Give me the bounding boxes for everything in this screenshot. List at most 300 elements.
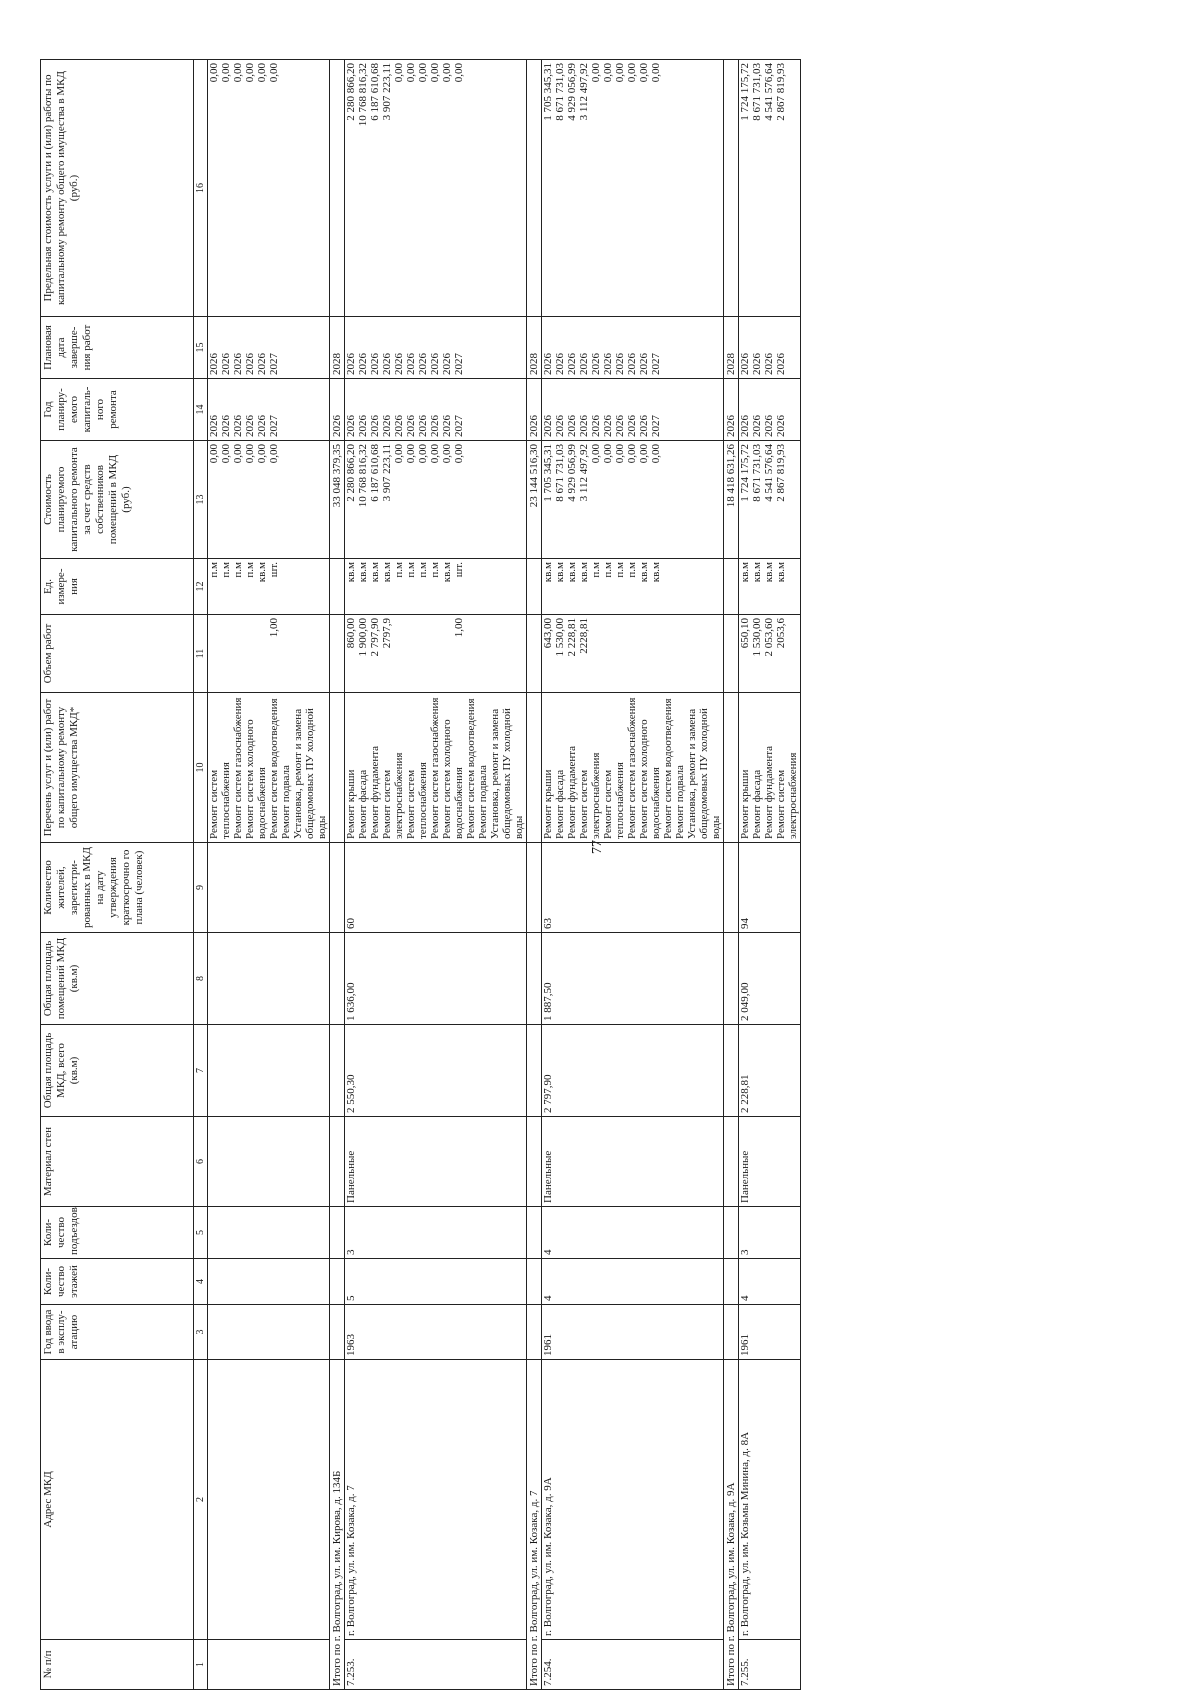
work-cost: 0,00 [614,444,626,464]
work-volume [256,618,268,689]
total-end: 2028 [527,317,542,379]
work-limit: 0,00 [590,63,602,83]
work-volume: 650,10 [739,618,751,649]
empty-cell [724,843,739,933]
work-limit: 0,00 [208,63,220,83]
work-end: 2027 [268,353,280,375]
work-end: 2026 [590,353,602,375]
work-year-cell [542,379,724,441]
total-year: 2026 [724,379,739,441]
work-end: 2026 [220,353,232,375]
work-end-cell [739,317,801,379]
work-end: 2026 [775,353,787,375]
residents: 94 [739,843,801,933]
wall-material: Панельные [739,1117,801,1207]
work-end: 2027 [453,353,465,375]
work-year: 2026 [369,415,381,437]
total-year: 2026 [330,379,345,441]
empty-cell [208,1207,330,1259]
empty-cell [330,933,345,1025]
work-unit: п.м [393,562,405,578]
work-unit: п.м [614,562,626,578]
work-cost: 0,00 [602,444,614,464]
work-limit-cell [739,60,801,317]
work-year: 2026 [345,415,357,437]
column-header: Стоимость планируемого капитального ремонта за счет средств собственников помещений в МКД (руб.) [41,441,194,559]
empty-cell [208,1305,330,1360]
work-cost: 0,00 [429,444,441,464]
work-end: 2026 [393,353,405,375]
empty-cell [330,1259,345,1305]
work-unit-cell [345,559,527,615]
work-cost: 0,00 [650,444,662,464]
work-cost: 0,00 [256,444,268,464]
work-end: 2026 [626,353,638,375]
work-end: 2026 [357,353,369,375]
work-limit-cell [542,60,724,317]
work-volume [208,618,220,689]
work-volume: 1,00 [268,618,280,638]
work-volume-cell [208,615,330,693]
work-year: 2026 [208,415,220,437]
empty-cell [208,1259,330,1305]
work-cost: 0,00 [208,444,220,464]
work-cost: 0,00 [590,444,602,464]
work-cost: 0,00 [453,444,465,464]
work-volume [650,618,662,689]
area-total: 2 228,81 [739,1025,801,1117]
work-work: Ремонт крыши [345,769,357,839]
work-limit: 10 768 816,32 [357,63,369,127]
work-limit-cell [345,60,527,317]
work-end: 2026 [614,353,626,375]
work-limit: 0,00 [638,63,650,83]
empty-cell [724,615,739,693]
work-year: 2027 [268,415,280,437]
work-year-cell [208,379,330,441]
work-work: Ремонт систем газоснабжения [429,697,441,839]
work-limit: 3 907 223,11 [381,63,393,121]
building-row [345,60,527,1690]
work-work: Ремонт подвала [477,765,489,839]
work-work: Ремонт подвала [674,765,686,839]
work-limit: 4 929 056,99 [566,63,578,121]
work-work: Ремонт фундамента [566,745,578,839]
work-unit: кв.м [256,562,268,583]
work-unit: п.м [220,562,232,578]
header-row [41,60,194,1690]
work-limit: 0,00 [602,63,614,83]
work-year: 2026 [763,415,775,437]
work-work: Установка, ремонт и замена общедомовых ПУ холодной воды [292,708,328,839]
work-work: Ремонт систем теплоснабжения [405,762,429,839]
column-number: 10 [194,693,208,843]
floors: 5 [345,1259,527,1305]
work-end: 2026 [638,353,650,375]
empty-cell [330,559,345,615]
work-year: 2026 [429,415,441,437]
work-year: 2026 [256,415,268,437]
column-header: Год планиру-емого капиталь-ного ремонта [41,379,194,441]
empty-cell [208,1360,330,1640]
work-year: 2026 [357,415,369,437]
work-cost: 6 187 610,68 [369,444,381,502]
work-work: Ремонт систем электроснабжения [775,752,799,839]
work-work-cell [345,693,527,843]
column-number: 13 [194,441,208,559]
work-year: 2026 [441,415,453,437]
work-end: 2026 [429,353,441,375]
work-cost-cell [345,441,527,559]
work-cost: 2 280 866,20 [345,444,357,502]
work-limit: 0,00 [256,63,268,83]
column-header: Перечень услуг и (или) работ по капитальному ремонту общего имущества МКД* [41,693,194,843]
work-work: Ремонт систем теплоснабжения [208,762,232,839]
empty-cell [724,1259,739,1305]
work-unit: кв.м [542,562,554,583]
work-cost: 0,00 [220,444,232,464]
work-end-cell [208,317,330,379]
row-number: 7.254. [542,1640,724,1690]
area-total: 2 797,90 [542,1025,724,1117]
total-end: 2028 [330,317,345,379]
work-work: Ремонт крыши [739,769,751,839]
empty-cell [208,843,330,933]
empty-cell [208,1640,330,1690]
entrances: 3 [345,1207,527,1259]
work-unit: п.м [208,562,220,578]
work-end: 2026 [602,353,614,375]
work-cost: 0,00 [638,444,650,464]
column-number: 11 [194,615,208,693]
work-year: 2026 [566,415,578,437]
work-unit: кв.м [441,562,453,583]
work-limit: 0,00 [244,63,256,83]
work-cost: 0,00 [393,444,405,464]
floors: 4 [739,1259,801,1305]
year-built: 1961 [739,1305,801,1360]
work-cost: 0,00 [405,444,417,464]
column-number: 9 [194,843,208,933]
work-cost-cell [208,441,330,559]
work-cost: 2 867 819,93 [775,444,787,502]
work-year: 2026 [626,415,638,437]
work-cost: 1 724 175,72 [739,444,751,502]
work-limit-cell [208,60,330,317]
work-year: 2026 [614,415,626,437]
work-volume [429,618,441,689]
column-number: 12 [194,559,208,615]
work-cost: 8 671 731,03 [554,444,566,502]
empty-cell [724,1117,739,1207]
work-cost: 10 768 816,32 [357,444,369,508]
work-unit-cell [542,559,724,615]
column-header: Ед. измере-ния [41,559,194,615]
column-number: 6 [194,1117,208,1207]
work-volume: 2 797,90 [369,618,381,657]
work-end: 2026 [405,353,417,375]
column-number: 5 [194,1207,208,1259]
work-unit: кв.м [650,562,662,583]
work-limit: 0,00 [650,63,662,83]
empty-cell [330,693,345,843]
work-volume: 860,00 [345,618,357,649]
work-cost: 3 112 497,92 [578,444,590,502]
work-year: 2026 [739,415,751,437]
work-year: 2026 [602,415,614,437]
row-number: 7.255. [739,1640,801,1690]
work-unit: кв.м [763,562,775,583]
repair-plan-sheet [40,60,1180,1690]
work-work: Ремонт систем электроснабжения [381,752,405,839]
work-limit: 2 280 866,20 [345,63,357,121]
work-unit: кв.м [345,562,357,583]
work-limit: 2 867 819,93 [775,63,787,121]
work-end: 2026 [256,353,268,375]
work-work: Установка, ремонт и замена общедомовых ПУ холодной воды [686,708,722,839]
work-work: Ремонт фасада [751,769,763,839]
work-cost: 3 907 223,11 [381,444,393,502]
work-limit: 0,00 [232,63,244,83]
work-volume [405,618,417,689]
area-rooms: 2 049,00 [739,933,801,1025]
wall-material: Панельные [542,1117,724,1207]
work-volume: 2053,6 [775,618,787,649]
work-volume [393,618,405,689]
page-number: 77 [590,840,605,854]
work-unit: кв.м [775,562,787,583]
work-end: 2026 [441,353,453,375]
work-year: 2026 [554,415,566,437]
work-work-cell [542,693,724,843]
work-year: 2026 [405,415,417,437]
work-end: 2026 [244,353,256,375]
work-volume: 2228,81 [578,618,590,654]
work-limit: 0,00 [453,63,465,83]
total-row [724,60,739,1690]
work-unit: кв.м [554,562,566,583]
column-header: Адрес МКД [41,1360,194,1640]
column-header: Общая площадь МКД, всего (кв.м) [41,1025,194,1117]
building-row [739,60,801,1690]
work-volume [626,618,638,689]
row-number: 7.253. [345,1640,527,1690]
work-unit-cell [739,559,801,615]
work-cost: 0,00 [626,444,638,464]
total-row [330,60,345,1690]
work-unit: кв.м [369,562,381,583]
work-volume: 1 900,00 [357,618,369,657]
empty-cell [527,1117,542,1207]
entrances: 4 [542,1207,724,1259]
column-number: 16 [194,60,208,317]
work-limit: 0,00 [220,63,232,83]
work-cost: 0,00 [232,444,244,464]
entrances: 3 [739,1207,801,1259]
work-cost: 0,00 [244,444,256,464]
total-cost: 18 418 631,26 [724,441,739,559]
column-header: № п/п [41,1640,194,1690]
residents: 63 [542,843,724,933]
empty-cell [724,60,739,317]
residents: 60 [345,843,527,933]
work-volume [220,618,232,689]
work-volume [638,618,650,689]
area-rooms: 1 636,00 [345,933,527,1025]
work-year: 2026 [393,415,405,437]
building-address: г. Волгоград, ул. им. Козака, д. 9А [542,1360,724,1640]
work-work: Ремонт крыши [542,769,554,839]
work-end-cell [542,317,724,379]
work-volume: 2 053,60 [763,618,775,657]
work-year: 2026 [220,415,232,437]
column-number: 3 [194,1305,208,1360]
work-end: 2026 [417,353,429,375]
work-limit: 0,00 [393,63,405,83]
work-unit: кв.м [566,562,578,583]
building-row [542,60,724,1690]
work-end: 2026 [739,353,751,375]
work-unit: п.м [626,562,638,578]
total-year: 2026 [527,379,542,441]
work-work: Ремонт систем водоотведения [662,698,674,839]
area-total: 2 550,30 [345,1025,527,1117]
work-year: 2026 [751,415,763,437]
work-end: 2026 [763,353,775,375]
empty-cell [527,1259,542,1305]
empty-cell [527,693,542,843]
work-volume: 1 530,00 [751,618,763,657]
work-year: 2026 [590,415,602,437]
work-end: 2026 [208,353,220,375]
year-built: 1963 [345,1305,527,1360]
work-volume [602,618,614,689]
work-year: 2026 [244,415,256,437]
work-limit: 3 112 497,92 [578,63,590,121]
building-address: г. Волгоград, ул. им. Козьмы Минина, д. 8А [739,1360,801,1640]
work-work: Ремонт систем водоотведения [268,698,280,839]
work-work: Ремонт подвала [280,765,292,839]
work-work: Ремонт фундамента [763,745,775,839]
empty-cell [330,1117,345,1207]
column-number: 1 [194,1640,208,1690]
work-work: Ремонт систем холодного водоснабжения [638,719,662,839]
work-limit: 8 671 731,03 [554,63,566,121]
empty-cell [208,933,330,1025]
empty-cell [724,559,739,615]
work-year: 2026 [542,415,554,437]
work-year: 2027 [453,415,465,437]
work-work: Ремонт систем газоснабжения [232,697,244,839]
column-header: Коли-чество этажей [41,1259,194,1305]
work-unit: шт. [268,562,280,578]
repair-plan-table [40,59,801,1690]
work-volume: 2797,9 [381,618,393,649]
column-header: Коли-чество подъездов [41,1207,194,1259]
work-volume [244,618,256,689]
empty-cell [208,1025,330,1117]
work-end: 2026 [554,353,566,375]
work-unit: п.м [417,562,429,578]
work-work: Ремонт фундамента [369,745,381,839]
work-limit: 1 705 345,31 [542,63,554,121]
work-limit: 0,00 [405,63,417,83]
work-volume-cell [739,615,801,693]
work-work: Ремонт систем теплоснабжения [602,762,626,839]
work-year: 2027 [650,415,662,437]
work-year: 2026 [232,415,244,437]
column-header: Предельная стоимость услуги и (или) работы по капитальному ремонту общего имущества в МКД (руб.) [41,60,194,317]
column-header: Год ввода в эксплу-атацию [41,1305,194,1360]
empty-cell [527,615,542,693]
building-address: г. Волгоград, ул. им. Козака, д. 7 [345,1360,527,1640]
work-volume-cell [542,615,724,693]
work-unit: п.м [405,562,417,578]
empty-cell [527,1305,542,1360]
empty-cell [527,843,542,933]
work-unit: п.м [232,562,244,578]
column-number: 14 [194,379,208,441]
work-end: 2026 [232,353,244,375]
work-year: 2026 [381,415,393,437]
carryover-row [208,60,330,1690]
empty-cell [724,1305,739,1360]
work-end: 2026 [751,353,763,375]
wall-material: Панельные [345,1117,527,1207]
work-year: 2026 [775,415,787,437]
empty-cell [527,60,542,317]
work-cost: 0,00 [417,444,429,464]
work-end: 2026 [542,353,554,375]
work-volume [590,618,602,689]
work-unit: кв.м [578,562,590,583]
work-volume [232,618,244,689]
work-volume [441,618,453,689]
column-header: Общая площадь помещений МКД (кв.м) [41,933,194,1025]
work-limit: 1 724 175,72 [739,63,751,121]
empty-cell [527,559,542,615]
work-unit: п.м [602,562,614,578]
work-end: 2026 [381,353,393,375]
work-year-cell [345,379,527,441]
work-volume: 643,00 [542,618,554,649]
floors: 4 [542,1259,724,1305]
work-work: Ремонт систем электроснабжения [578,752,602,839]
work-volume: 2 228,81 [566,618,578,657]
column-number-row [194,60,208,1690]
total-cost: 23 144 516,30 [527,441,542,559]
work-limit: 4 541 576,64 [763,63,775,121]
year-built: 1961 [542,1305,724,1360]
empty-cell [330,1207,345,1259]
work-limit: 6 187 610,68 [369,63,381,121]
work-end: 2026 [578,353,590,375]
work-volume [417,618,429,689]
work-end: 2026 [345,353,357,375]
empty-cell [724,933,739,1025]
work-unit: кв.м [381,562,393,583]
column-header: Количество жителей, зарегистри-рованных в МКД на дату утверждения краткосрочно го плана (человек) [41,843,194,933]
work-end: 2026 [566,353,578,375]
empty-cell [330,60,345,317]
empty-cell [724,1025,739,1117]
work-year-cell [739,379,801,441]
empty-cell [527,1207,542,1259]
column-number: 4 [194,1259,208,1305]
work-end-cell [345,317,527,379]
table-body [208,60,801,1690]
work-work: Ремонт систем холодного водоснабжения [441,719,465,839]
